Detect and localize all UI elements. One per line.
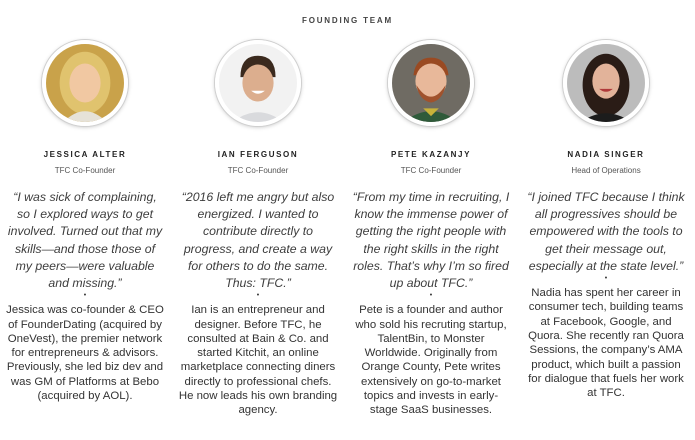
member-bio: Ian is an entrepreneur and designer. Before TFC, he consulted at Bain & Co. and started Kitchit, an online marketplace connecting diners directly to professional chefs. He now leads his own branding agency.	[178, 304, 338, 417]
founding-team-grid	[0, 40, 695, 440]
member-name: NADIA SINGER	[567, 150, 645, 159]
avatar-nadia-singer	[563, 40, 649, 126]
team-member-card	[173, 40, 343, 418]
avatar-jessica-alter	[42, 40, 128, 126]
section-title: FOUNDING TEAM	[302, 16, 393, 25]
member-bio: Jessica was co-founder & CEO of FounderDating (acquired by OneVest), the premier network for entrepreneurs & advisors. Previously, she led biz dev and was GM of Platforms at Bebo (acquired by AOL).	[6, 304, 164, 402]
member-name: PETE KAZANJY	[390, 150, 472, 159]
separator-dot: •	[256, 292, 260, 300]
team-member-card	[346, 40, 516, 418]
member-role: TFC Co-Founder	[227, 166, 289, 175]
member-name: IAN FERGUSON	[217, 150, 299, 159]
member-quote: “I was sick of complaining, so I explored ways to get involved. Turned out that my skills—and those those of my peers—were valuable and missing.”	[7, 190, 163, 291]
member-role: TFC Co-Founder	[54, 166, 116, 175]
separator-dot: •	[429, 292, 433, 300]
avatar-ian-ferguson	[215, 40, 301, 126]
separator-dot: •	[604, 275, 608, 283]
member-bio: Pete is a founder and author who sold his recruting startup, TalentBin, to Monster Worldwide. Originally from Orange County, Pete writes extensively on go-to-market topics and invests in early-stage SaaS businesses.	[355, 304, 507, 417]
team-member-card	[521, 40, 691, 400]
avatar-pete-kazanjy	[388, 40, 474, 126]
separator-dot: •	[83, 292, 87, 300]
team-member-card	[0, 40, 170, 403]
member-role: Head of Operations	[571, 166, 641, 175]
member-quote: “From my time in recruiting, I know the immense power of getting the right people with the right skills in the right roles. That’s why I’m so fired up about TFC.”	[352, 190, 510, 291]
member-bio: Nadia has spent her career in consumer tech, building teams at Facebook, Google, and Quora. She recently ran Quora Sessions, the company’s AMA product, which built a passion for dialogue that fuels her work at TFC.	[528, 287, 684, 400]
member-name: JESSICA ALTER	[43, 150, 127, 159]
member-role: TFC Co-Founder	[400, 166, 462, 175]
member-quote: “I joined TFC because I think all progressives should be empowered with the tools to get their message out, especially at the state level.”	[527, 190, 685, 273]
member-quote: “2016 left me angry but also energized. I wanted to contribute directly to progress, and create a way for others to do the same. Thus: TFC.”	[181, 190, 335, 291]
